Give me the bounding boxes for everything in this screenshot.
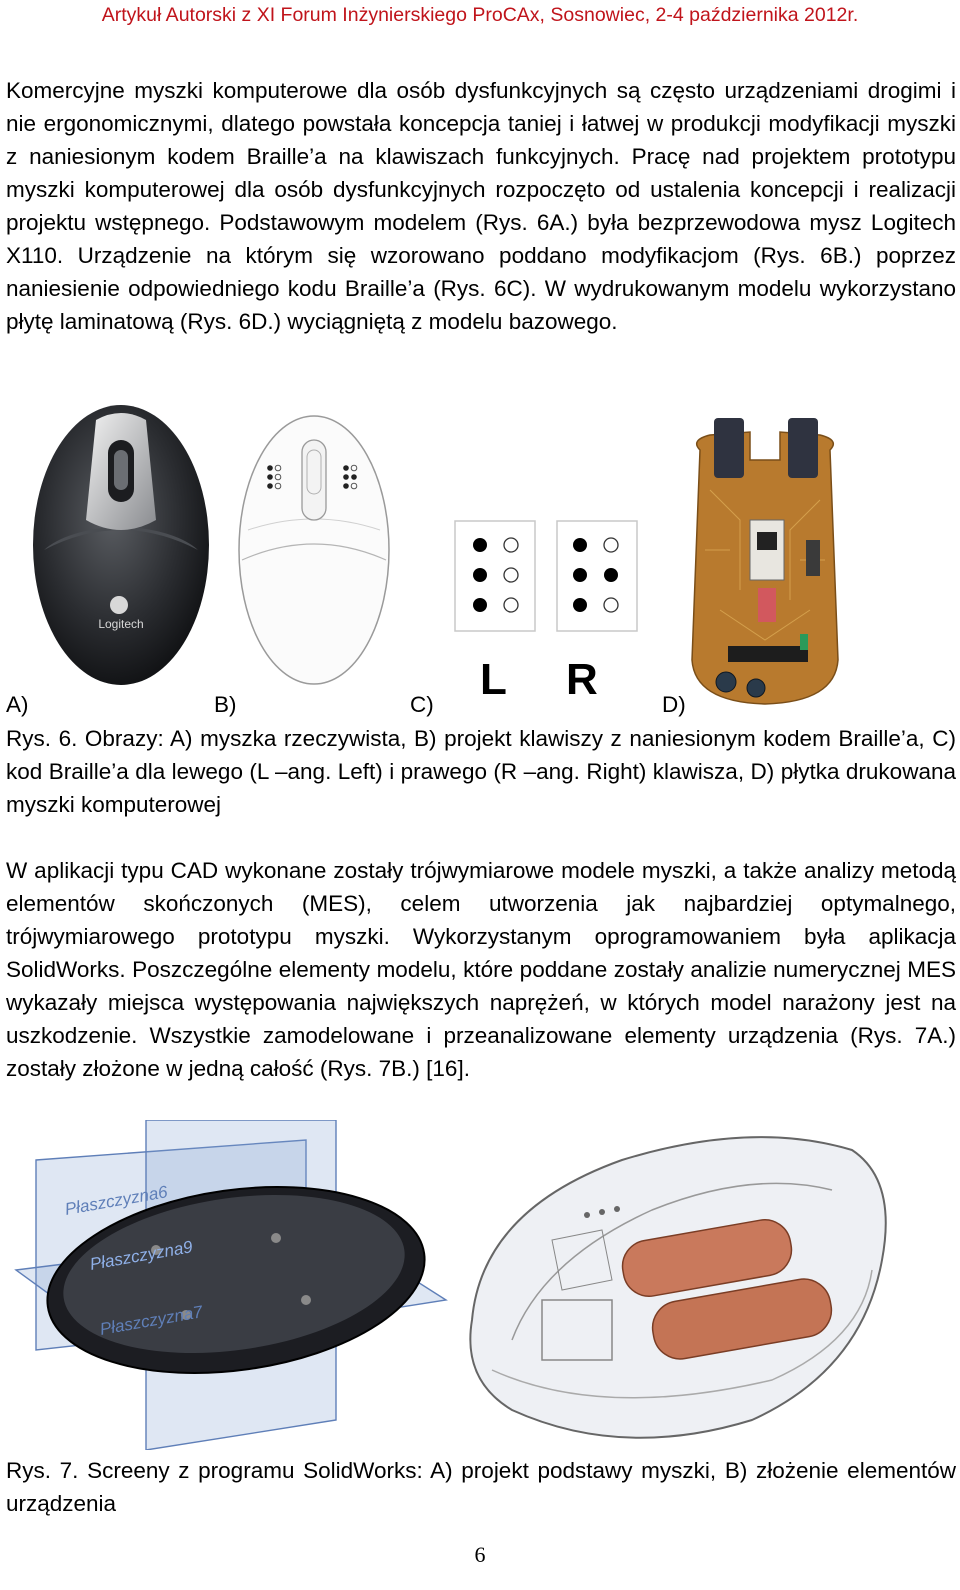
figure-7-caption: Rys. 7. Screeny z programu SolidWorks: A) projekt podstawy myszki, B) złożenie elementów urządzenia bbox=[6, 1458, 956, 1516]
figure-7a-cad-base bbox=[6, 1120, 452, 1450]
plane-label-9: Płaszczyzna9 bbox=[88, 1237, 195, 1274]
paragraph-cad: W aplikacji typu CAD wykonane zostały trójwymiarowe modele myszki, a także analizy metodą elementów skończonych (MES), celem utworzenia jak najbardziej optymalnego, trójwymiarowego prototypu myszki. Wykorzystanym oprogramowaniem była aplikacja SolidWorks. Poszczególne elementy modelu, które poddane zostały analizie numerycznej MES wykazały miejsca występowania największych naprężeń, w których model narażony jest na uszkodzenie. Wszystkie zamodelowane i przeanalizowane elementy urządzenia (Rys. 7A.) zostały złożone w jedną całość (Rys. 7B.) [16]. bbox=[6, 858, 956, 1081]
figure-6a-mouse-photo bbox=[26, 400, 216, 690]
figure-label-c: C) bbox=[410, 692, 434, 717]
plane-label-6: Płaszczyzna6 bbox=[63, 1182, 170, 1219]
page-number: 6 bbox=[474, 1542, 486, 1567]
braille-letter-left: L bbox=[480, 655, 507, 704]
plane-label-7: Płaszczyzna7 bbox=[98, 1302, 205, 1339]
figure-6b-mouse-sketch bbox=[234, 410, 394, 690]
running-header: Artykuł Autorski z XI Forum Inżynierskiego ProCAx, Sosnowiec, 2-4 października 2012r. bbox=[101, 4, 859, 26]
figure-label-d: D) bbox=[662, 692, 686, 717]
braille-cell-left bbox=[455, 521, 535, 631]
logitech-logo-icon bbox=[110, 596, 128, 614]
paragraph-intro: Komercyjne myszki komputerowe dla osób dysfunkcyjnych są często urządzeniami drogimi i nie ergonomicznymi, dlatego powstała koncepcja taniej i łatwej w produkcji modyfikacji myszki z naniesionym kodem Braille’a na klawiszach funkcyjnych. Pracę nad projektem prototypu myszki komputerowej dla osób dysfunkcyjnych rozpoczęto od ustalenia koncepcji i realizacji projektu wstępnego. Podstawowym modelem (Rys. 6A.) była bezprzewodowa mysz Logitech X110. Urządzenie na którym się wzorowano poddano modyfikacjom (Rys. 6B.) poprzez naniesienie odpowiedniego kodu Braille’a (Rys. 6C). W wydrukowanym modelu wykorzystano płytę laminatową (Rys. 6D.) wyciągniętą z modelu bazowego. bbox=[6, 78, 956, 334]
braille-letter-right: R bbox=[566, 655, 598, 704]
logitech-logo-text: Logitech bbox=[98, 617, 144, 631]
figure-6d-pcb-photo bbox=[680, 410, 850, 710]
figure-label-b: B) bbox=[214, 692, 237, 717]
braille-cell-right bbox=[557, 521, 637, 631]
figure-7b-cad-assembly bbox=[452, 1120, 902, 1450]
figure-6-caption: Rys. 6. Obrazy: A) myszka rzeczywista, B) projekt klawiszy z naniesionym kodem Braille’a, C) kod Braille’a dla lewego (L –ang. Left) i prawego (R –ang. Right) klawisza, D) płytka drukowana myszki komputerowej bbox=[6, 726, 956, 817]
figure-6c-braille-code bbox=[454, 520, 638, 634]
figure-label-a: A) bbox=[6, 692, 29, 717]
